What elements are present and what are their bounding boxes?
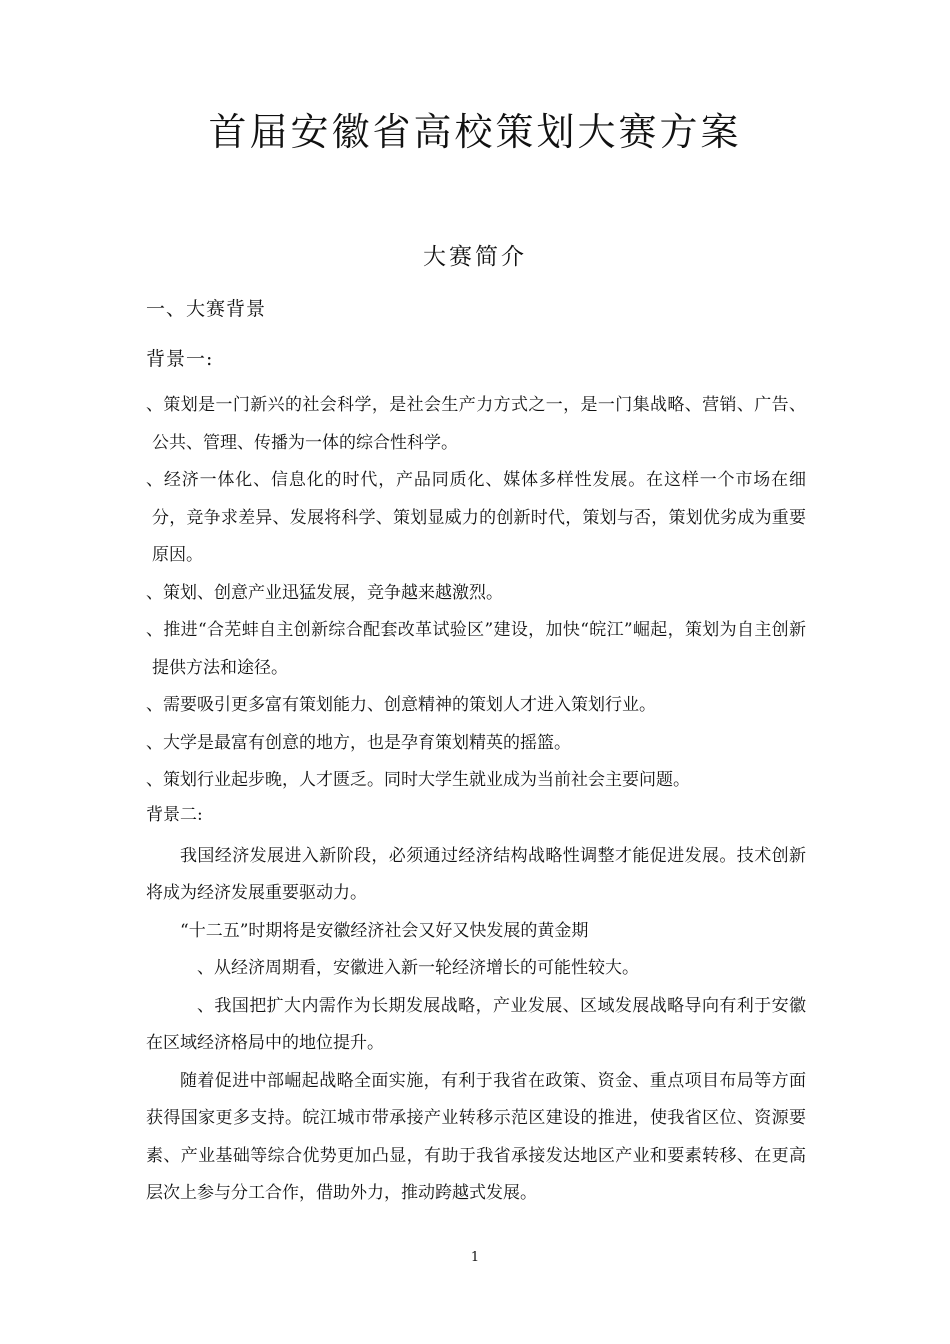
background2-paragraph: “十二五”时期将是安徽经济社会又好又快发展的黄金期 bbox=[180, 920, 589, 941]
document-subtitle: 大赛简介 bbox=[423, 244, 527, 270]
background2-heading: 背景二: bbox=[146, 804, 203, 825]
background2-paragraph: 、从经济周期看，安徽进入新一轮经济增长的可能性较大。 bbox=[197, 958, 639, 978]
background1-item: 、策划、创意产业迅猛发展，竞争越来越激烈。 bbox=[146, 582, 503, 603]
background1-heading: 背景一: bbox=[146, 348, 214, 370]
background1-item: 、大学是最富有创意的地方，也是孕育策划精英的摇篮。 bbox=[146, 732, 571, 753]
background1-item: 、推进“合芜蚌自主创新综合配套改革试验区”建设，加快“皖江”崛起，策划为自主创新提供方法和途径。 bbox=[146, 620, 806, 678]
section-heading: 一、大赛背景 bbox=[146, 298, 267, 320]
background1-item: 、策划是一门新兴的社会科学，是社会生产力方式之一，是一门集战略、营销、广告、公共、管理、传播为一体的综合性科学。 bbox=[146, 395, 806, 453]
page-number: 1 bbox=[470, 1250, 480, 1265]
background1-item: 、需要吸引更多富有策划能力、创意精神的策划人才进入策划行业。 bbox=[146, 695, 656, 715]
background2-paragraph: 我国经济发展进入新阶段，必须通过经济结构战略性调整才能促进发展。技术创新将成为经济发展重要驱动力。 bbox=[146, 845, 806, 903]
background1-item: 、策划行业起步晚，人才匮乏。同时大学生就业成为当前社会主要问题。 bbox=[146, 770, 690, 790]
document-title: 首届安徽省高校策划大赛方案 bbox=[208, 110, 742, 154]
background1-item: 、经济一体化、信息化的时代，产品同质化、媒体多样性发展。在这样一个市场在细分，竞争求差异、发展将科学、策划显威力的创新时代，策划与否，策划优劣成为重要原因。 bbox=[146, 470, 806, 565]
document-body bbox=[146, 294, 806, 1213]
background2-paragraph: 、我国把扩大内需作为长期发展战略，产业发展、区域发展战略导向有利于安徽在区域经济格局中的地位提升。 bbox=[146, 995, 806, 1053]
background2-paragraph: 随着促进中部崛起战略全面实施，有利于我省在政策、资金、重点项目布局等方面获得国家更多支持。皖江城市带承接产业转移示范区建设的推进，使我省区位、资源要素、产业基础等综合优势更加凸显，有助于我省承接发达地区产业和要素转移、在更高层次上参与分工合作，借助外力，推动跨越式发展。 bbox=[146, 1070, 806, 1203]
